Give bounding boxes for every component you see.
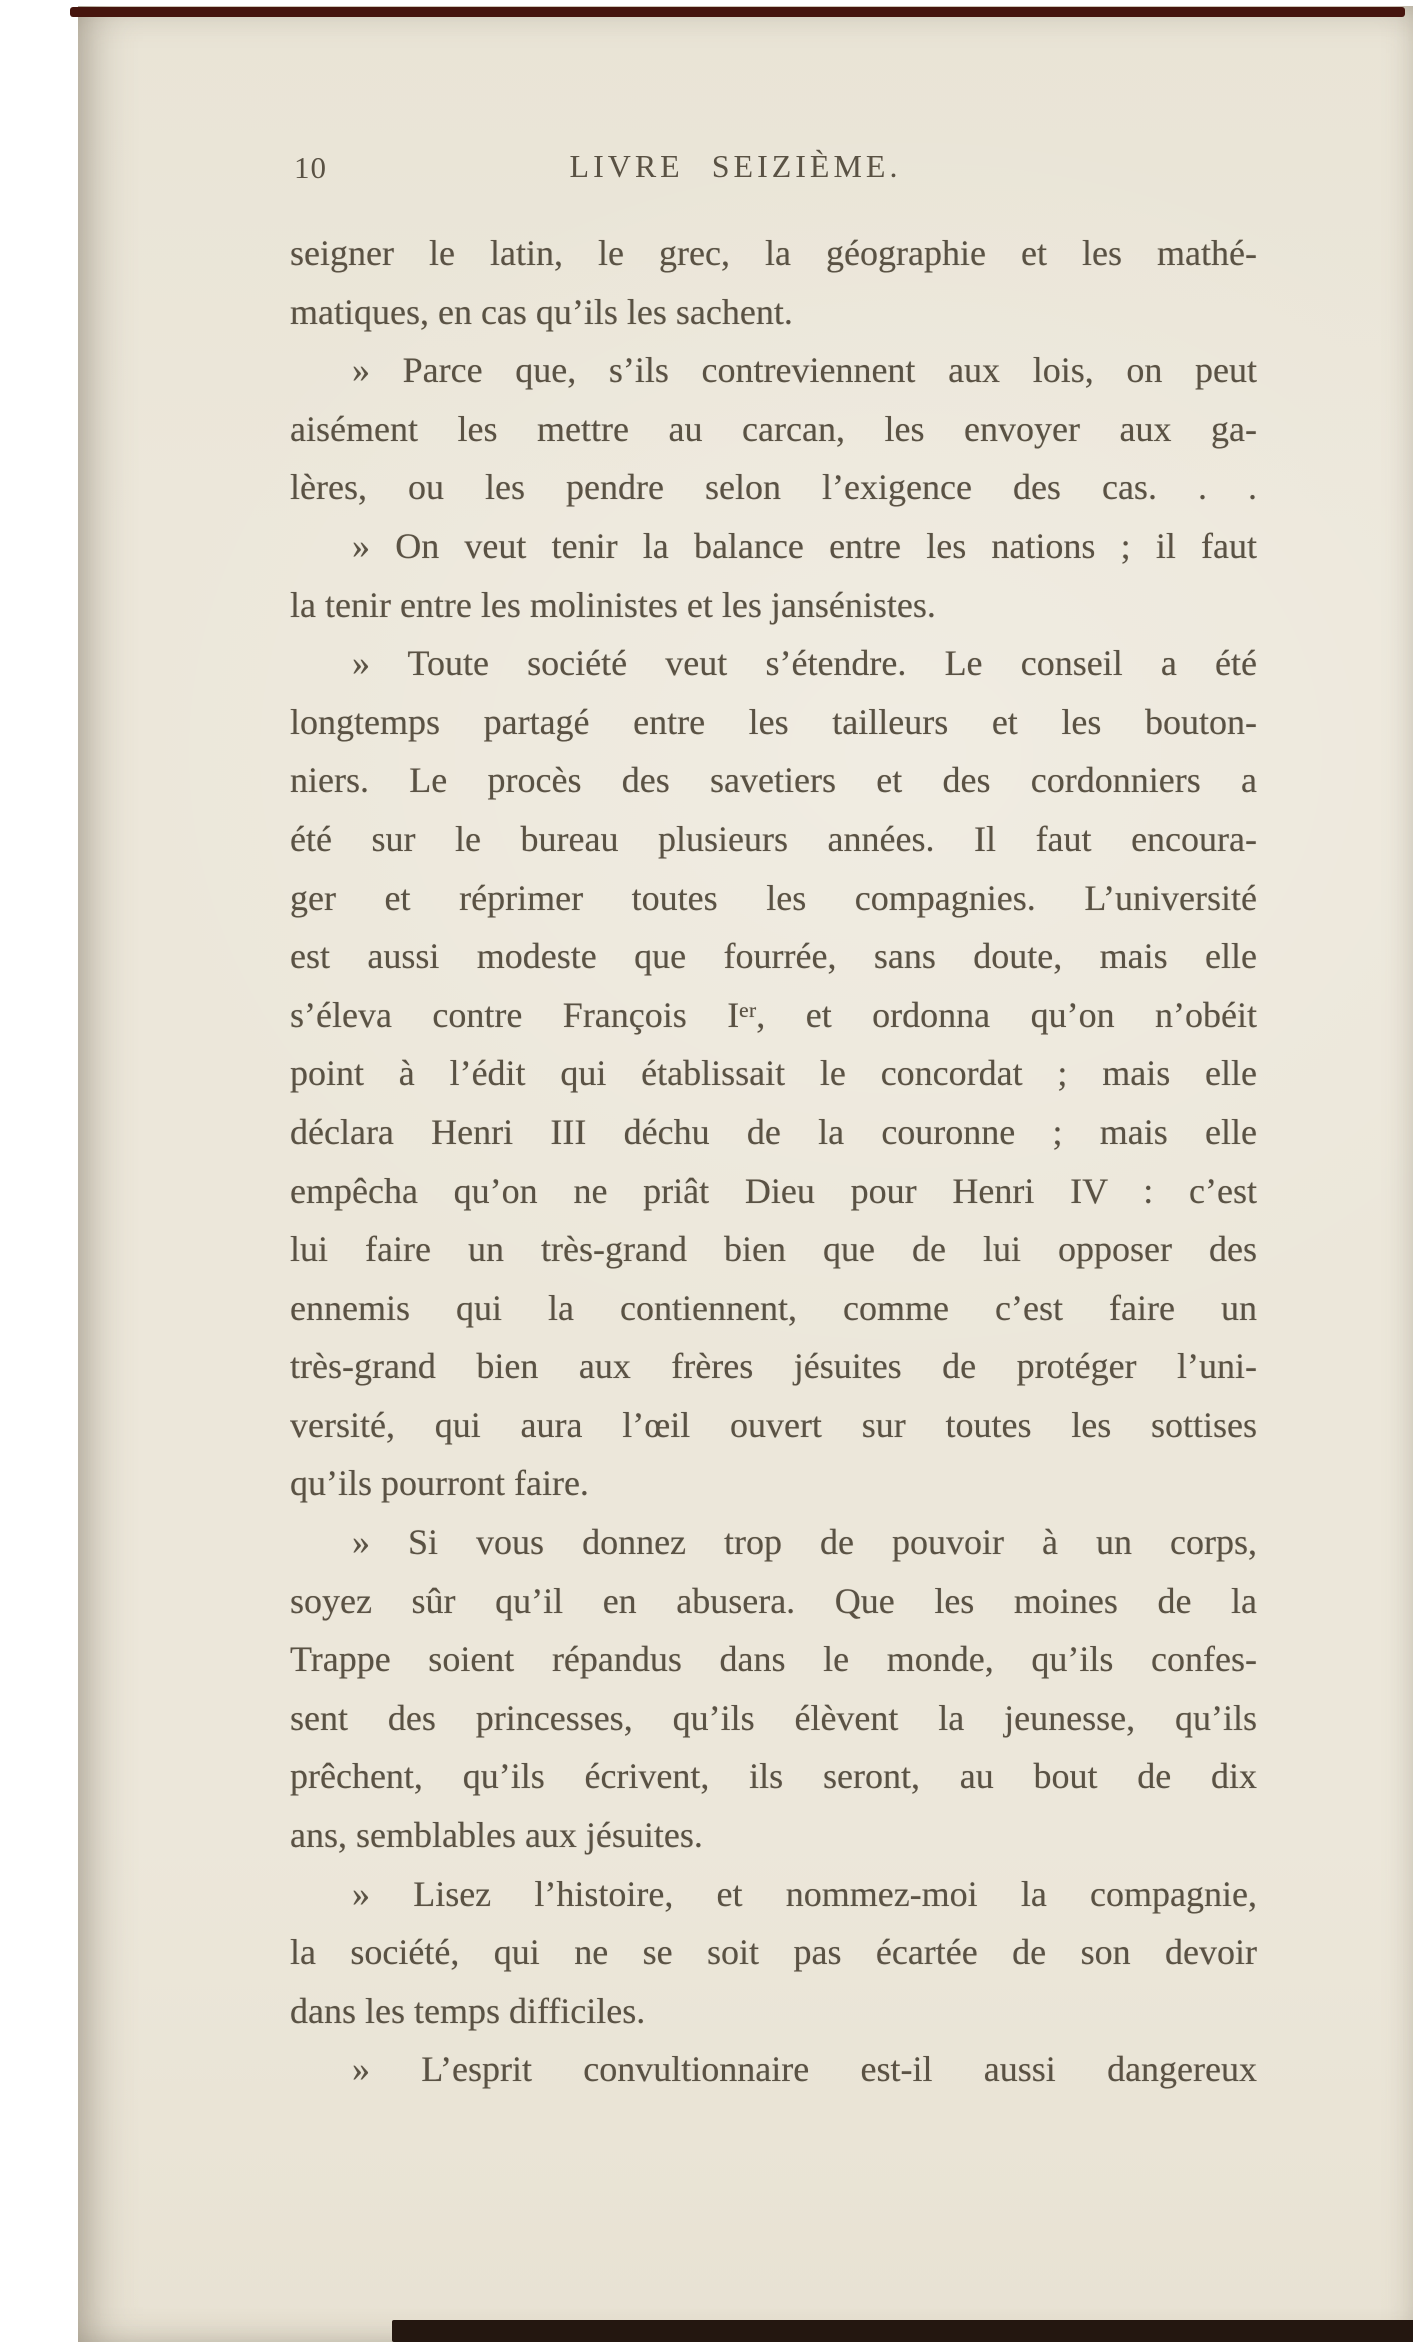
text-line: » L’esprit convultionnaire est-il aussi dangereux [352, 2049, 1257, 2090]
text-line: ennemis qui la contiennent, comme c’est faire un [290, 1287, 1257, 1328]
body-text [290, 224, 1257, 2099]
text-line: est aussi modeste que fourrée, sans doute, mais elle [290, 936, 1257, 977]
running-header: LIVRE SEIZIÈME. [569, 148, 902, 184]
text-line: la tenir entre les molinistes et les jansénistes. [290, 584, 936, 625]
text-line: qu’ils pourront faire. [290, 1463, 589, 1504]
text-line: » Toute société veut s’étendre. Le conseil a été [352, 643, 1257, 684]
text-line: lui faire un très-grand bien que de lui opposer des [290, 1229, 1257, 1270]
text-line: longtemps partagé entre les tailleurs et les bouton- [290, 701, 1257, 742]
page-top-edge-rule [70, 7, 1405, 17]
text-line: déclara Henri III déchu de la couronne ; mais elle [290, 1111, 1257, 1152]
text-line: sent des princesses, qu’ils élèvent la jeunesse, qu’ils [290, 1697, 1257, 1738]
text-line: empêcha qu’on ne priât Dieu pour Henri IV : c’est [290, 1170, 1257, 1211]
text-line: point à l’édit qui établissait le concordat ; mais elle [290, 1053, 1257, 1094]
text-line: » Lisez l’histoire, et nommez-moi la compagnie, [352, 1873, 1257, 1914]
text-line: matiques, en cas qu’ils les sachent. [290, 291, 793, 332]
text-line: soyez sûr qu’il en abusera. Que les moines de la [290, 1580, 1257, 1621]
text-line: ger et réprimer toutes les compagnies. L’université [290, 877, 1257, 918]
text-line: seigner le latin, le grec, la géographie et les mathé- [290, 233, 1257, 273]
text-line: été sur le bureau plusieurs années. Il faut encoura- [290, 818, 1257, 859]
text-line: prêchent, qu’ils écrivent, ils seront, au bout de dix [290, 1756, 1257, 1797]
text-line: la société, qui ne se soit pas écartée de son devoir [290, 1932, 1257, 1973]
text-line: ans, semblables aux jésuites. [290, 1815, 703, 1856]
page-header [290, 146, 1257, 190]
text-line: » On veut tenir la balance entre les nations ; il faut [352, 525, 1257, 566]
text-line: Trappe soient répandus dans le monde, qu’ils confes- [290, 1639, 1257, 1680]
text-line: dans les temps difficiles. [290, 1990, 646, 2031]
text-line: aisément les mettre au carcan, les envoyer aux ga- [290, 408, 1257, 449]
text-line: très-grand bien aux frères jésuites de protéger l’uni- [290, 1346, 1257, 1387]
text-line: niers. Le procès des savetiers et des cordonniers a [290, 760, 1257, 801]
page-number: 10 [294, 150, 327, 185]
page-bottom-edge-shadow [392, 2320, 1413, 2342]
text-line: s’éleva contre François Iᵉʳ, et ordonna qu’on n’obéit [290, 994, 1257, 1035]
text-line: » Si vous donnez trop de pouvoir à un corps, [352, 1522, 1257, 1563]
text-line: versité, qui aura l’œil ouvert sur toutes les sottises [290, 1404, 1257, 1445]
text-line: » Parce que, s’ils contreviennent aux lois, on peut [352, 350, 1257, 391]
text-line: lères, ou les pendre selon l’exigence des cas. . . [290, 467, 1257, 508]
